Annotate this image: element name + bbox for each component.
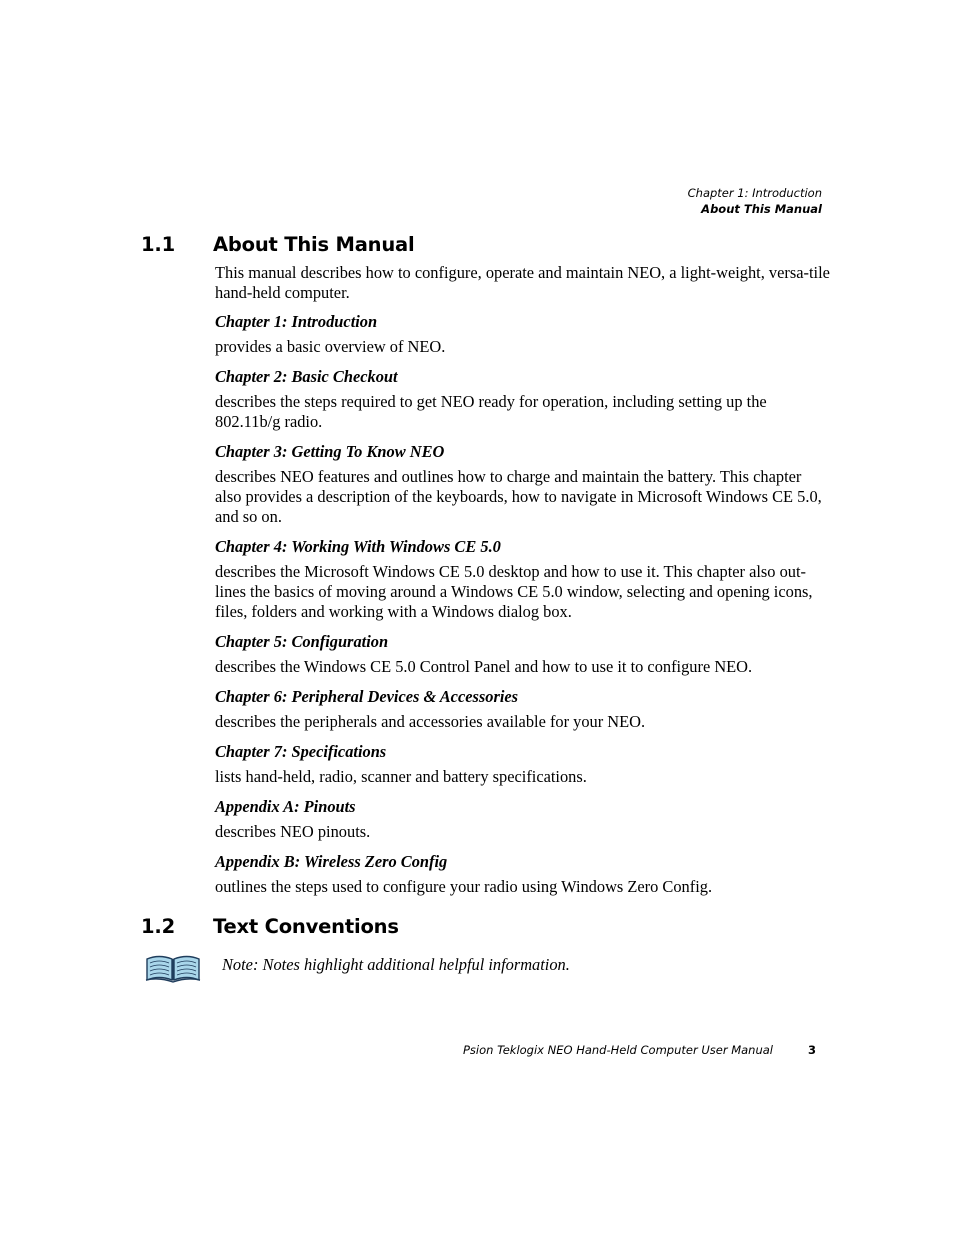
chapter-title: Appendix A: Pinouts xyxy=(215,797,356,816)
running-head-chapter: Chapter 1: Introduction xyxy=(687,186,822,200)
intro-paragraph: This manual describes how to configure, operate and maintain NEO, a light-weight, versa-tile hand-held computer. xyxy=(215,263,830,302)
note-text: Note: Notes highlight additional helpful information. xyxy=(222,955,570,974)
chapter-description: describes the Microsoft Windows CE 5.0 desktop and how to use it. This chapter also out-lines the basics of moving around a Windows CE 5.0 window, selecting and opening icons, files, folders and working with a Windows dialog box. xyxy=(215,562,813,621)
chapter-title: Chapter 3: Getting To Know NEO xyxy=(215,442,445,461)
footer-title: Psion Teklogix NEO Hand-Held Computer User Manual xyxy=(463,1043,773,1057)
chapter-description: lists hand-held, radio, scanner and battery specifications. xyxy=(215,767,587,786)
chapter-description: provides a basic overview of NEO. xyxy=(215,337,446,356)
chapter-title: Chapter 1: Introduction xyxy=(215,312,378,331)
running-head xyxy=(688,185,822,217)
chapter-description: outlines the steps used to configure your radio using Windows Zero Config. xyxy=(215,877,713,896)
open-book-icon xyxy=(145,953,201,983)
running-head-section: About This Manual xyxy=(701,202,822,216)
chapter-title: Chapter 7: Specifications xyxy=(215,742,387,761)
section-heading-1-2 xyxy=(141,915,399,939)
chapter-title: Appendix B: Wireless Zero Config xyxy=(215,852,448,871)
section-title: Text Conventions xyxy=(213,915,399,938)
chapter-title: Chapter 5: Configuration xyxy=(215,632,389,651)
chapter-title: Chapter 6: Peripheral Devices & Accessories xyxy=(215,687,519,706)
section-heading-1-1 xyxy=(141,233,414,257)
chapter-title: Chapter 4: Working With Windows CE 5.0 xyxy=(215,537,501,556)
chapter-title: Chapter 2: Basic Checkout xyxy=(215,367,398,386)
chapter-description: describes NEO pinouts. xyxy=(215,822,371,841)
section-body-1-1 xyxy=(215,263,830,907)
chapter-description: describes the peripherals and accessories available for your NEO. xyxy=(215,712,646,731)
section-number: 1.1 xyxy=(141,233,175,256)
chapter-description: describes the Windows CE 5.0 Control Panel and how to use it to configure NEO. xyxy=(215,657,753,676)
chapter-description: describes the steps required to get NEO ready for operation, including setting up the 802.11b/g radio. xyxy=(215,392,767,431)
chapter-description: describes NEO features and outlines how to charge and maintain the battery. This chapter also provides a description of the keyboards, how to navigate in Microsoft Windows CE 5.0, and so on. xyxy=(215,467,822,526)
section-number: 1.2 xyxy=(141,915,175,938)
note xyxy=(145,953,845,985)
section-title: About This Manual xyxy=(213,233,415,256)
page-number: 3 xyxy=(808,1043,817,1057)
